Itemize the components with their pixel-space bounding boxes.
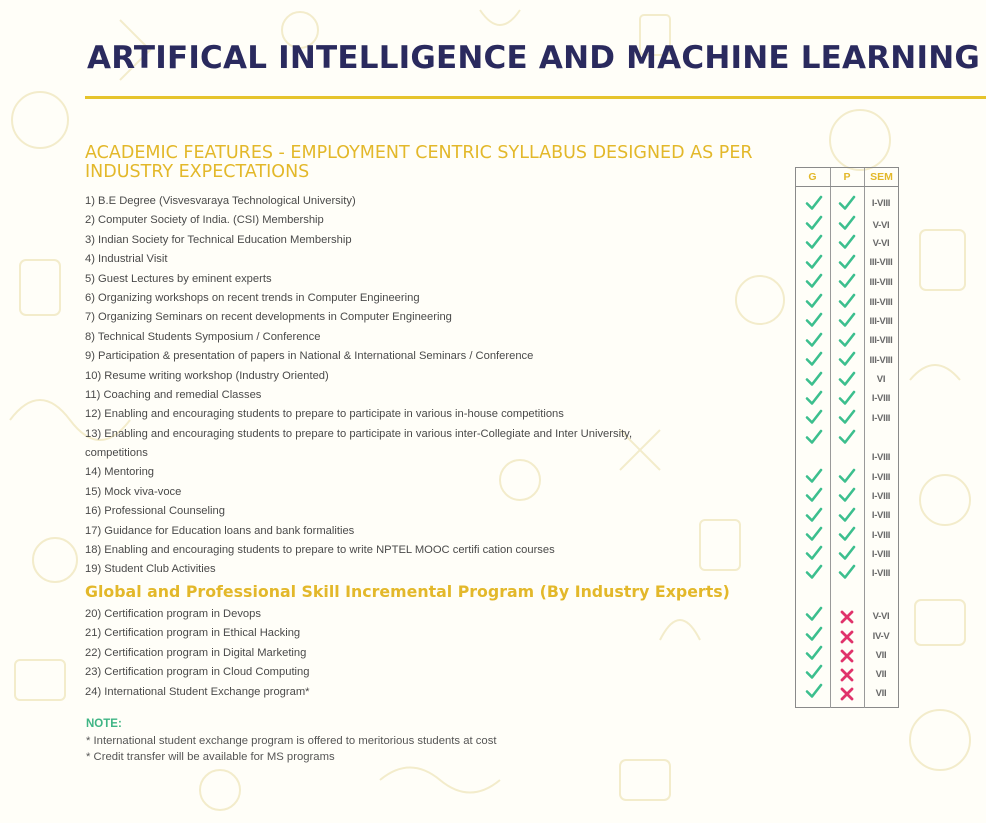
feature-row: 12) Enabling and encouraging students to prepare to participate in various in-house competitions [85,408,564,421]
feature-row: 15) Mock viva-voce [85,485,182,498]
check-icon [838,389,856,407]
check-icon [805,311,823,329]
note-line: * Credit transfer will be available for MS programs [86,751,335,763]
check-icon [805,408,823,426]
sem-value: VII [875,688,887,699]
check-icon [838,467,856,485]
sem-value: I-VIII [871,510,891,521]
sem-value: VII [875,669,887,680]
program-row: 22) Certification program in Digital Marketing [85,646,307,659]
header-g: G [808,171,817,183]
check-icon [838,272,856,290]
feature-row: 13) Enabling and encouraging students to prepare to participate in various inter-Collegiate and Inter University, competitions [85,427,633,460]
check-icon [805,389,823,407]
page-title: ARTIFICAL INTELLIGENCE AND MACHINE LEARNING [87,40,980,76]
cross-icon [838,608,856,626]
check-icon [805,331,823,349]
sem-value: I-VIII [871,413,891,424]
header-sem: SEM [870,171,893,183]
header-bottom-rule [795,186,899,187]
check-icon [805,563,823,581]
check-icon [838,525,856,543]
check-icon [838,331,856,349]
feature-row: 2) Computer Society of India. (CSI) Membership [85,214,324,227]
check-icon [805,370,823,388]
program-row: 21) Certification program in Ethical Hacking [85,627,301,640]
sem-value: IV-V [872,631,890,642]
sem-value: VI [876,374,886,385]
feature-row: 3) Indian Society for Technical Education Membership [85,233,352,246]
note-line: * International student exchange program is offered to meritorious students at cost [86,735,497,747]
feature-row: 11) Coaching and remedial Classes [85,388,262,401]
check-icon [805,663,823,681]
sem-value: III-VIII [869,355,893,366]
program-row: 20) Certification program in Devops [85,608,261,620]
cross-icon [838,647,856,665]
feature-row: 5) Guest Lectures by eminent experts [85,272,272,285]
program-row: 24) International Student Exchange program* [85,685,310,698]
check-icon [805,605,823,623]
feature-row: 10) Resume writing workshop (Industry Oriented) [85,369,329,382]
sem-value: VII [875,650,887,661]
check-icon [805,253,823,271]
sem-value: I-VIII [871,393,891,404]
sem-value: V-VI [872,220,890,231]
title-underline [85,96,986,99]
check-icon [805,525,823,543]
cross-icon [838,628,856,646]
check-icon [838,563,856,581]
check-icon [805,644,823,662]
check-icon [838,233,856,251]
check-icon [805,486,823,504]
check-icon [805,350,823,368]
sem-value: III-VIII [869,335,893,346]
sem-value: III-VIII [869,316,893,327]
check-icon [838,428,856,446]
feature-row: 1) B.E Degree (Visvesvaraya Technological University) [85,195,356,207]
check-icon [838,214,856,232]
feature-row: 4) Industrial Visit [85,253,168,266]
program-row: 23) Certification program in Cloud Computing [85,666,310,679]
check-icon [805,214,823,232]
check-icon [838,194,856,212]
feature-row: 6) Organizing workshops on recent trends in Computer Engineering [85,291,420,304]
check-icon [805,625,823,643]
check-icon [805,428,823,446]
header-top-rule [795,167,899,168]
feature-row: 18) Enabling and encouraging students to prepare to write NPTEL MOOC certifi cation courses [85,544,555,557]
check-icon [805,233,823,251]
check-icon [805,544,823,562]
sem-value: I-VIII [871,568,891,579]
cross-icon [838,685,856,703]
sem-value: I-VIII [871,198,891,209]
feature-row: 17) Guidance for Education loans and bank formalities [85,524,355,537]
check-icon [838,506,856,524]
column-divider [830,167,831,708]
feature-row: 14) Mentoring [85,466,155,479]
feature-row: 8) Technical Students Symposium / Conference [85,330,321,343]
sem-value: V-VI [872,238,890,249]
sem-value: III-VIII [869,297,893,308]
sem-value: V-VI [872,611,890,622]
section-heading: ACADEMIC FEATURES - EMPLOYMENT CENTRIC SYLLABUS DESIGNED AS PER INDUSTRY EXPECTATIONS [85,143,753,182]
cross-icon [838,666,856,684]
sem-value: III-VIII [869,277,893,288]
check-icon [805,467,823,485]
note-title: NOTE: [86,718,122,730]
check-icon [838,292,856,310]
check-icon [838,370,856,388]
check-icon [805,272,823,290]
header-p: P [843,171,851,183]
program-heading: Global and Professional Skill Incremental Program (By Industry Experts) [85,582,730,601]
check-icon [805,194,823,212]
check-icon [805,292,823,310]
check-icon [838,486,856,504]
feature-row: 9) Participation & presentation of papers in National & International Seminars / Conference [85,350,534,363]
sem-value: I-VIII [871,472,891,483]
check-icon [838,350,856,368]
feature-row: 19) Student Club Activities [85,563,216,576]
programs-list [85,605,785,702]
features-list [85,192,785,580]
sem-value: I-VIII [871,452,891,463]
check-icon [838,311,856,329]
check-icon [805,506,823,524]
check-icon [838,544,856,562]
feature-row: 7) Organizing Seminars on recent developments in Computer Engineering [85,311,452,324]
feature-row: 16) Professional Counseling [85,505,225,518]
sem-value: I-VIII [871,549,891,560]
check-icon [838,408,856,426]
check-icon [805,682,823,700]
sem-value: I-VIII [871,491,891,502]
sem-value: III-VIII [869,257,893,268]
check-icon [838,253,856,271]
sem-value: I-VIII [871,530,891,541]
